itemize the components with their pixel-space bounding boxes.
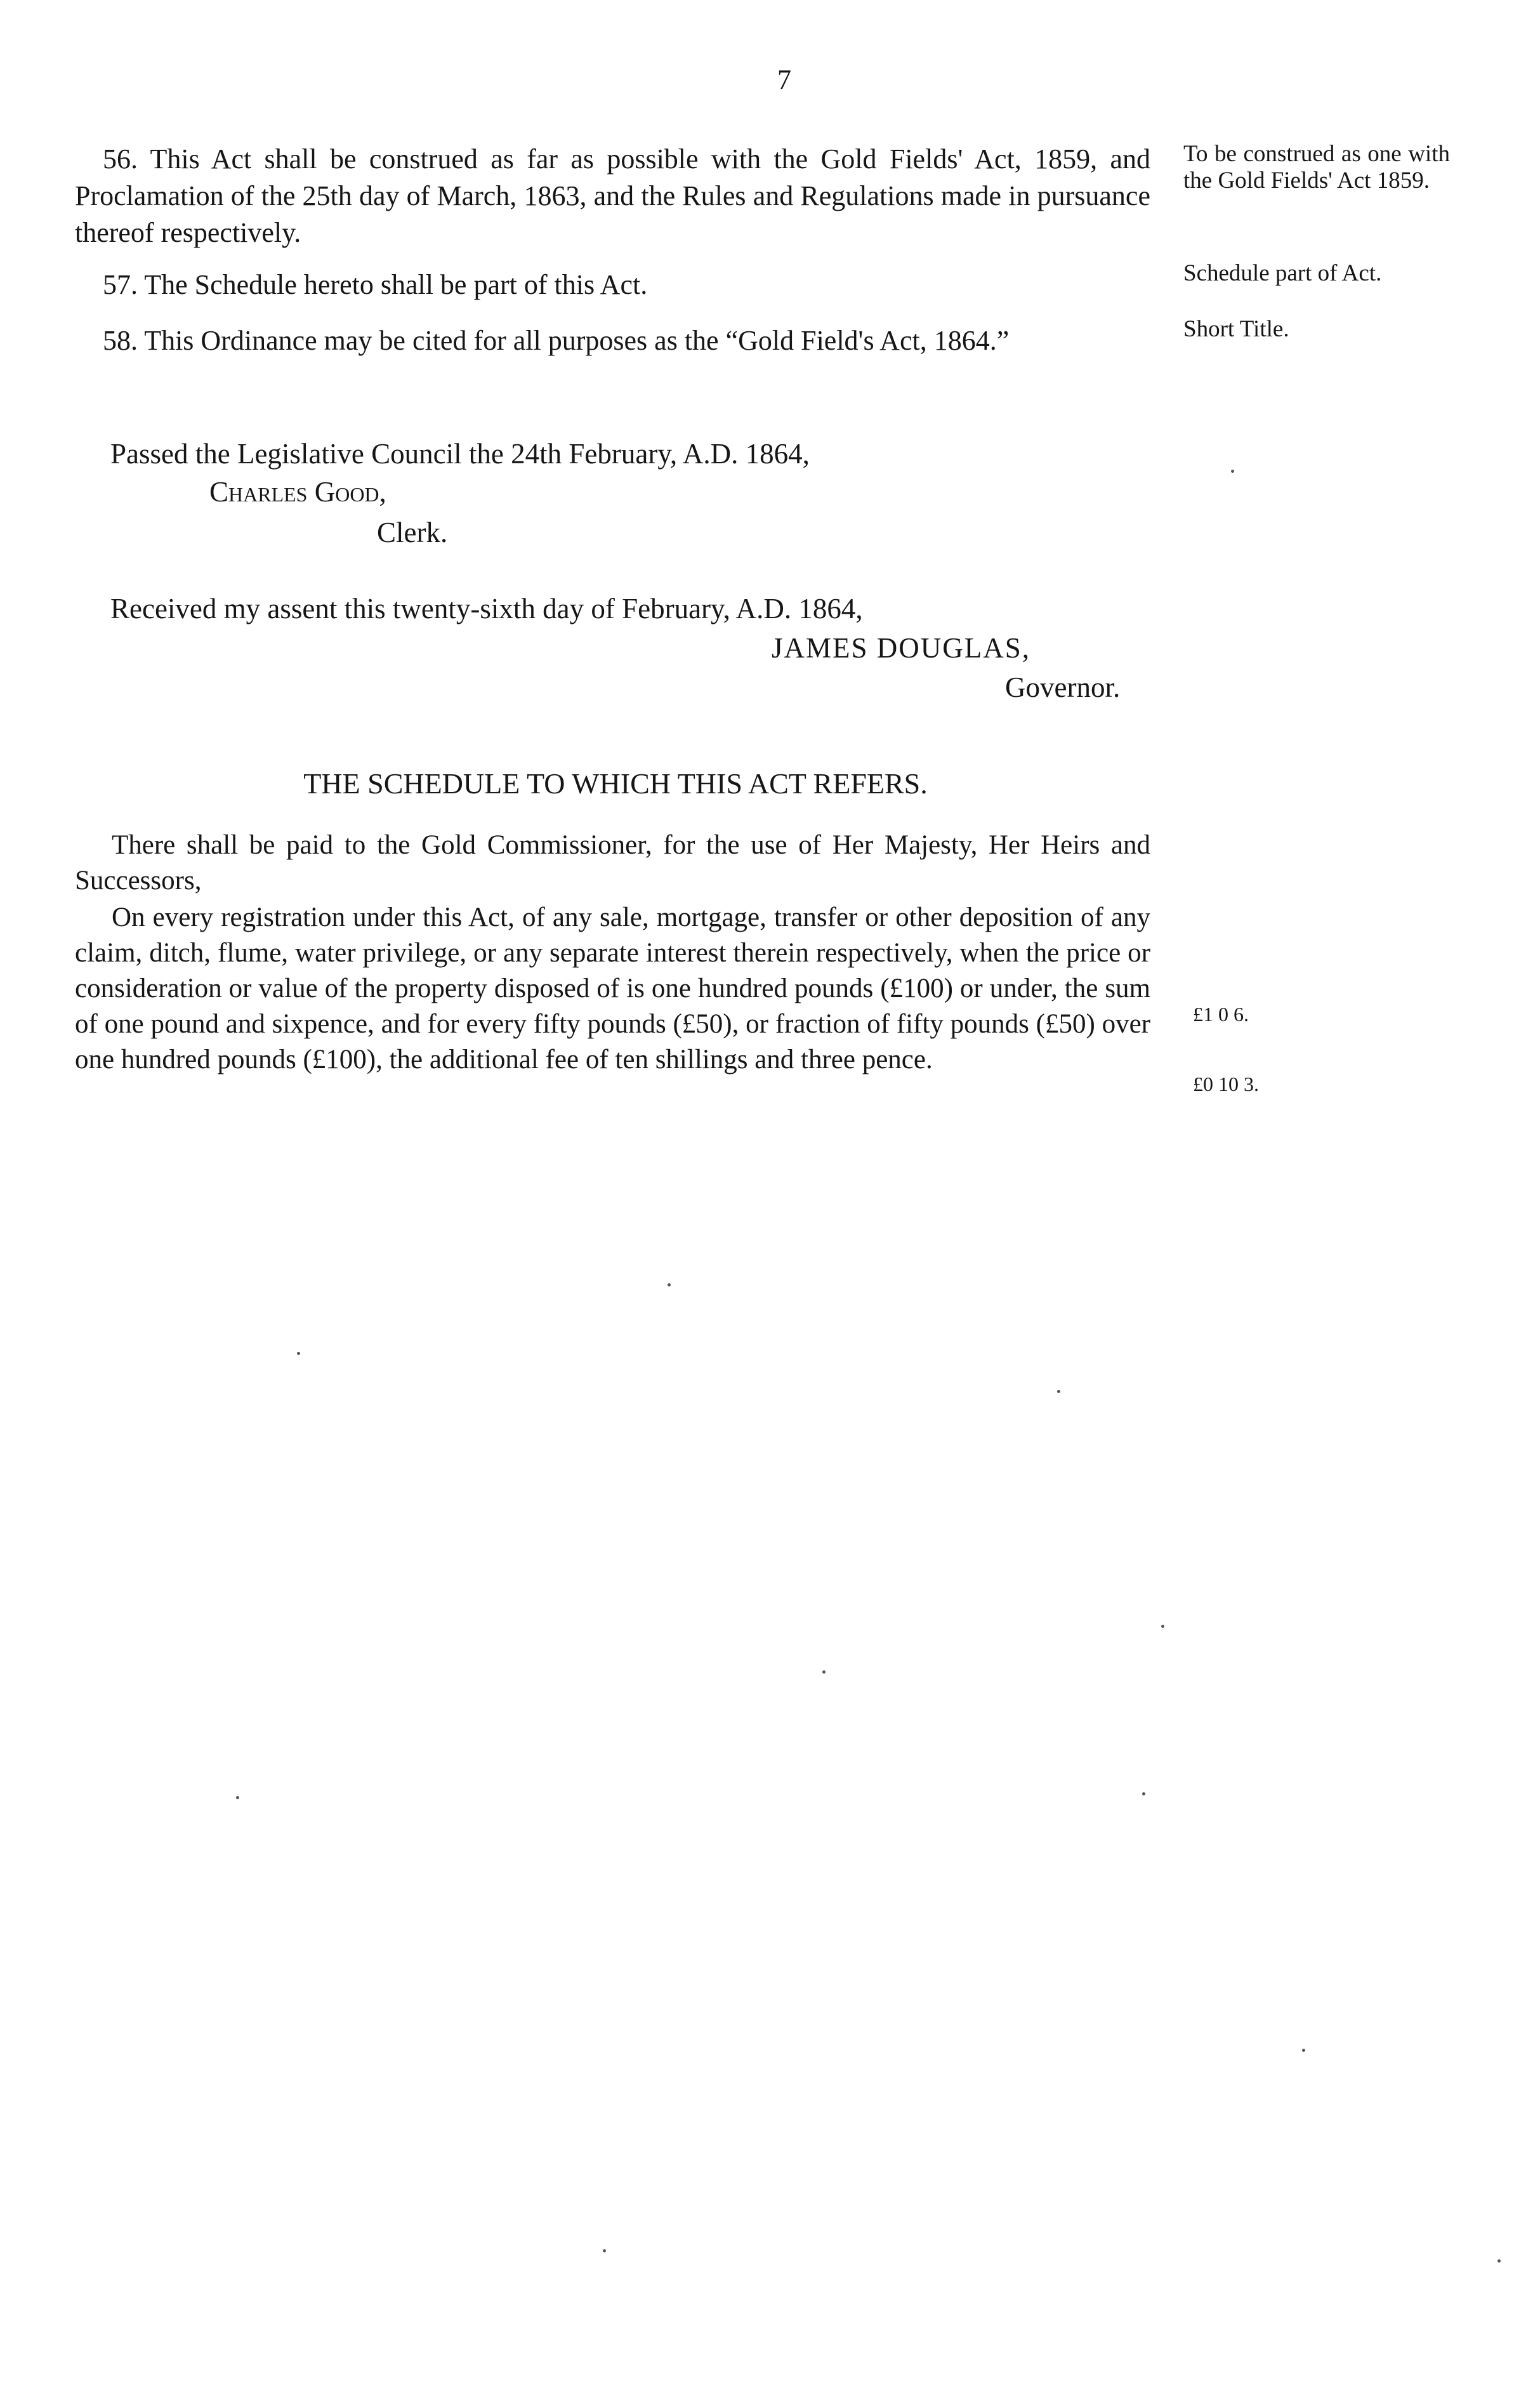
section-56-text: 56. This Act shall be construed as far as possible with the Gold Fields' Act, 1859, and Proclamation of the 25th day of March, 1863, and the Rules and Regulations made in pursuance thereof respectively. [75,143,1150,248]
section-58-text: 58. This Ordinance may be cited for all purposes as the “Gold Field's Act, 1864.” [103,325,1010,356]
section-57-text: 57. The Schedule hereto shall be part of this Act. [103,269,648,300]
margin-note-57: Schedule part of Act. [1183,260,1382,286]
schedule-body-block [75,900,1150,1078]
governor-name: JAMES DOUGLAS, [772,632,1031,664]
speck [668,1283,671,1286]
margin-note-58: Short Title. [1183,316,1289,342]
fee-per-fifty: £0 10 3. [1193,1073,1259,1095]
speck [1302,2049,1305,2052]
clerk-name: Charles Good, [209,476,386,508]
speck [1497,2259,1501,2263]
section-58 [75,322,1150,359]
schedule-intro-block [75,828,1150,899]
council-passed-line: Passed the Legislative Council the 24th February, A.D. 1864, [110,438,810,470]
speck [297,1352,300,1355]
speck [1231,470,1234,473]
speck [1142,1792,1145,1795]
speck [1161,1625,1164,1628]
speck [236,1796,239,1799]
section-57 [75,267,1150,303]
page-number: 7 [777,64,791,95]
margin-note-56: To be construed as one with the Gold Fields' Act 1859. [1183,141,1450,194]
schedule-heading: THE SCHEDULE TO WHICH THIS ACT REFERS. [303,767,928,800]
schedule-intro: There shall be paid to the Gold Commissioner, for the use of Her Majesty, Her Heirs and Successors, [75,830,1150,895]
clerk-title: Clerk. [377,517,448,548]
governor-title: Governor. [1005,671,1121,703]
section-56 [75,141,1150,251]
speck [822,1670,826,1674]
speck [1057,1390,1060,1393]
schedule-body: On every registration under this Act, of any sale, mortgage, transfer or other deposition of any claim, ditch, flume, water privilege, or any separate interest therein respectively, when the price or consideration or value of the property disposed of is one hundred pounds (£100) or under, the sum of one pound and sixpence, and for every fifty pounds (£50), or fraction of fifty pounds (£50) over one hundred pounds (£100), the additional fee of ten shillings and three pence. [75,902,1150,1074]
assent-line: Received my assent this twenty-sixth day of February, A.D. 1864, [110,593,863,625]
fee-first-hundred: £1 0 6. [1193,1003,1249,1026]
speck [603,2249,606,2252]
